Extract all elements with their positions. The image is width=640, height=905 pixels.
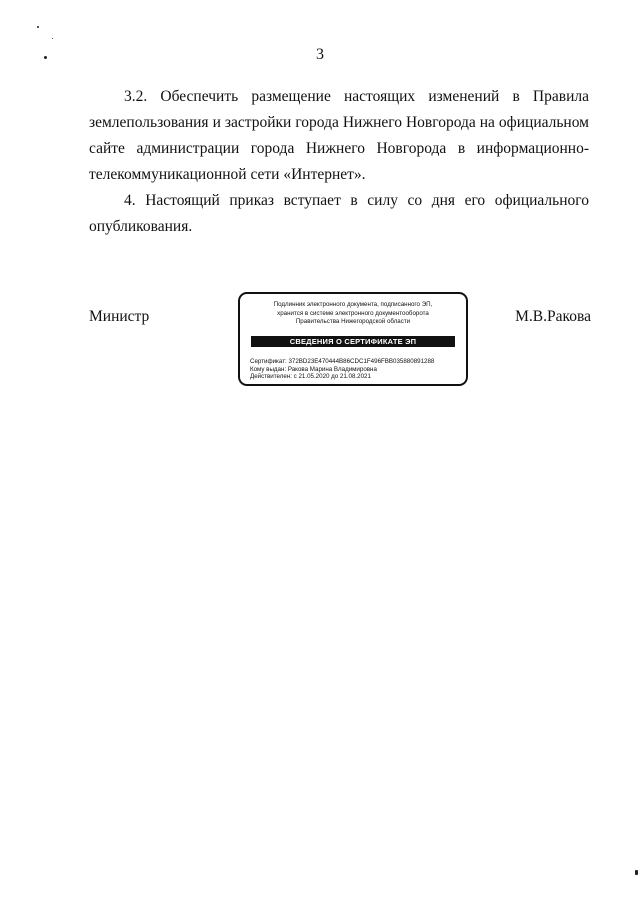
paragraph-3-2 xyxy=(89,84,589,188)
stamp-details xyxy=(250,358,460,381)
paragraph-line: землепользования и застройки города Нижнего Новгорода на официальном сайте xyxy=(89,114,589,157)
page-number: 3 xyxy=(316,46,324,63)
stamp-notice-line: Подлинник электронного документа, подписанного ЭП, xyxy=(273,301,433,308)
signature-block xyxy=(89,292,591,390)
stamp-certificate: Сертификат: 372BD23E470444B86CDC1F496FBB035880891288 xyxy=(250,358,435,365)
stamp-title: СВЕДЕНИЯ О СЕРТИФИКАТЕ ЭП xyxy=(251,336,455,347)
paragraph-line: администрации города Нижнего Новгорода в информационно- xyxy=(136,140,589,157)
signatory-name: М.В.Ракова xyxy=(515,308,591,325)
paragraph-line: 3.2. Обеспечить размещение настоящих изменений в Правила xyxy=(124,88,589,105)
electronic-signature-stamp xyxy=(238,292,468,386)
scan-artifact-dot xyxy=(52,38,53,39)
stamp-issued-to: Кому выдан: Ракова Марина Владимировна xyxy=(250,365,377,373)
signatory-position: Министр xyxy=(89,308,150,325)
scan-artifact-dot xyxy=(635,870,638,875)
document-body xyxy=(89,84,589,240)
paragraph-line: телекоммуникационной сети «Интернет». xyxy=(89,166,366,183)
stamp-validity: Действителен: с 21.05.2020 до 21.08.2021 xyxy=(250,373,371,380)
scan-artifact-dot xyxy=(37,26,39,28)
paragraph-line: опубликования. xyxy=(89,218,193,235)
stamp-notice-line: хранится в системе электронного документооборота xyxy=(277,309,429,317)
paragraph-line: 4. Настоящий приказ вступает в силу со дня его официального xyxy=(124,192,589,209)
stamp-notice xyxy=(246,301,460,327)
stamp-notice-line: Правительства Нижегородской области xyxy=(295,318,411,325)
paragraph-4 xyxy=(89,188,589,240)
